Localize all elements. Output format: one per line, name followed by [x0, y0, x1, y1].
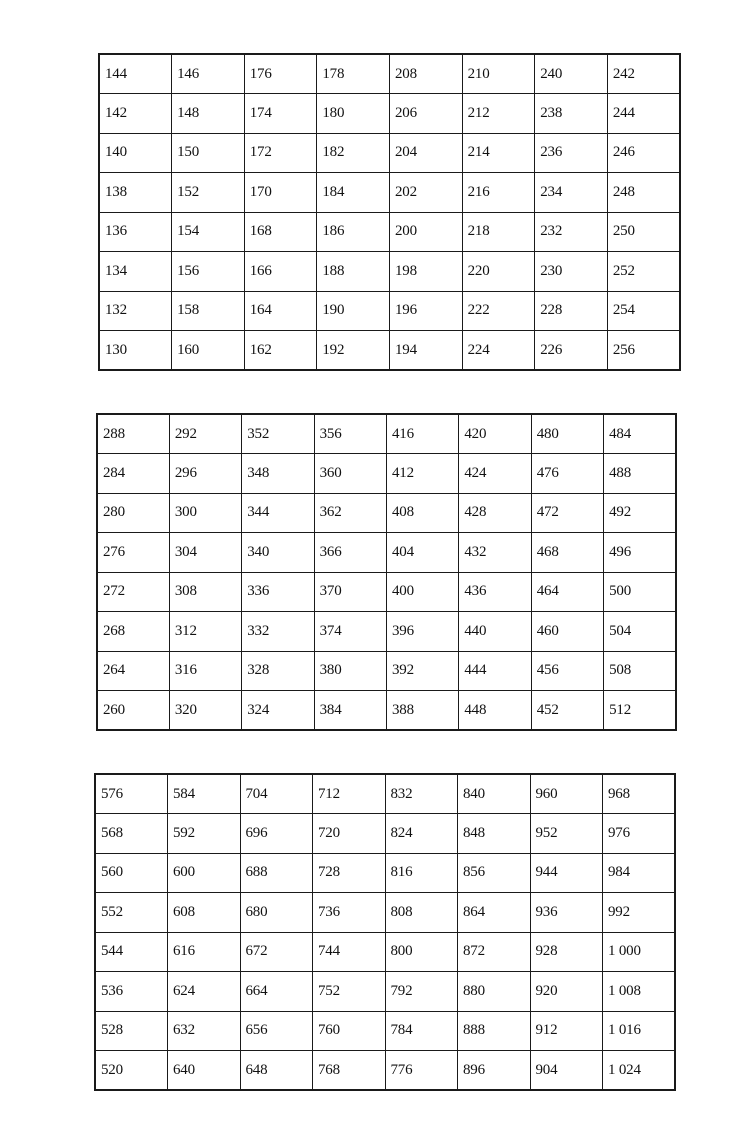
table-row: [97, 533, 676, 573]
table-cell: 600: [168, 853, 241, 893]
table-cell: 362: [314, 493, 386, 533]
table-cell: 896: [458, 1051, 531, 1091]
table-cell: 146: [172, 54, 245, 94]
table-cell: 444: [459, 651, 531, 691]
table-cell: 366: [314, 533, 386, 573]
table-cell: 252: [607, 252, 680, 292]
table-cell: 472: [531, 493, 603, 533]
table-cell: 200: [390, 212, 463, 252]
table-cell: 760: [313, 1011, 386, 1051]
table-cell: 880: [458, 972, 531, 1012]
table-cell: 388: [387, 691, 459, 731]
table-cell: 616: [168, 932, 241, 972]
table-cell: 328: [242, 651, 314, 691]
table-cell: 864: [458, 893, 531, 933]
table-row: [97, 414, 676, 454]
table-cell: 484: [604, 414, 676, 454]
table-cell: 560: [95, 853, 168, 893]
table-cell: 150: [172, 133, 245, 173]
table-cell: 428: [459, 493, 531, 533]
table-cell: 680: [240, 893, 313, 933]
table-cell: 712: [313, 774, 386, 814]
table-cell: 800: [385, 932, 458, 972]
table-cell: 436: [459, 572, 531, 612]
table-cell: 224: [462, 331, 535, 371]
table-row: [97, 493, 676, 533]
table-cell: 268: [97, 612, 169, 652]
table-cell: 492: [604, 493, 676, 533]
table-cell: 218: [462, 212, 535, 252]
table-cell: 202: [390, 173, 463, 213]
table-cell: 226: [535, 331, 608, 371]
table-cell: 214: [462, 133, 535, 173]
table-row: [99, 212, 680, 252]
table-cell: 288: [97, 414, 169, 454]
table-cell: 468: [531, 533, 603, 573]
table-cell: 504: [604, 612, 676, 652]
table-cell: 508: [604, 651, 676, 691]
table-cell: 238: [535, 94, 608, 134]
table-cell: 182: [317, 133, 390, 173]
table-cell: 280: [97, 493, 169, 533]
table-cell: 856: [458, 853, 531, 893]
table-cell: 206: [390, 94, 463, 134]
table-cell: 792: [385, 972, 458, 1012]
table-cell: 132: [99, 291, 172, 331]
table-cell: 134: [99, 252, 172, 292]
table-cell: 370: [314, 572, 386, 612]
table-cell: 1 008: [603, 972, 676, 1012]
table-cell: 416: [387, 414, 459, 454]
table-cell: 172: [244, 133, 317, 173]
table-cell: 170: [244, 173, 317, 213]
table-row: [95, 814, 675, 854]
table-row: [97, 454, 676, 494]
table-cell: 952: [530, 814, 603, 854]
table-cell: 174: [244, 94, 317, 134]
table-cell: 904: [530, 1051, 603, 1091]
table-cell: 380: [314, 651, 386, 691]
table-cell: 544: [95, 932, 168, 972]
number-table-3: [94, 773, 676, 1091]
table-row: [97, 612, 676, 652]
number-table-2: [96, 413, 677, 731]
table-cell: 156: [172, 252, 245, 292]
table-cell: 180: [317, 94, 390, 134]
table-cell: 254: [607, 291, 680, 331]
table-cell: 728: [313, 853, 386, 893]
table-cell: 568: [95, 814, 168, 854]
table-cell: 176: [244, 54, 317, 94]
table-cell: 944: [530, 853, 603, 893]
table-cell: 192: [317, 331, 390, 371]
table-cell: 412: [387, 454, 459, 494]
table-cell: 276: [97, 533, 169, 573]
table-cell: 1 000: [603, 932, 676, 972]
table-cell: 164: [244, 291, 317, 331]
table-row: [97, 691, 676, 731]
table-cell: 304: [169, 533, 241, 573]
table-cell: 420: [459, 414, 531, 454]
table-cell: 186: [317, 212, 390, 252]
table-cell: 260: [97, 691, 169, 731]
table-cell: 194: [390, 331, 463, 371]
table-cell: 832: [385, 774, 458, 814]
table-cell: 912: [530, 1011, 603, 1051]
table-cell: 272: [97, 572, 169, 612]
table-cell: 348: [242, 454, 314, 494]
table-cell: 992: [603, 893, 676, 933]
table-cell: 336: [242, 572, 314, 612]
table-cell: 840: [458, 774, 531, 814]
table-cell: 216: [462, 173, 535, 213]
table-cell: 316: [169, 651, 241, 691]
table-row: [95, 893, 675, 933]
table-cell: 752: [313, 972, 386, 1012]
table-row: [99, 54, 680, 94]
table-row: [99, 291, 680, 331]
table-cell: 228: [535, 291, 608, 331]
table-cell: 374: [314, 612, 386, 652]
table-cell: 768: [313, 1051, 386, 1091]
table-row: [95, 932, 675, 972]
table-row: [95, 1051, 675, 1091]
table-cell: 184: [317, 173, 390, 213]
table-cell: 130: [99, 331, 172, 371]
table-row: [95, 774, 675, 814]
table-cell: 632: [168, 1011, 241, 1051]
table-cell: 1 016: [603, 1011, 676, 1051]
table-cell: 142: [99, 94, 172, 134]
table-cell: 776: [385, 1051, 458, 1091]
table-cell: 242: [607, 54, 680, 94]
table-cell: 640: [168, 1051, 241, 1091]
table-cell: 512: [604, 691, 676, 731]
table-cell: 352: [242, 414, 314, 454]
table-cell: 704: [240, 774, 313, 814]
table-cell: 648: [240, 1051, 313, 1091]
table-cell: 234: [535, 173, 608, 213]
table-cell: 240: [535, 54, 608, 94]
table-cell: 188: [317, 252, 390, 292]
table-cell: 584: [168, 774, 241, 814]
table-cell: 460: [531, 612, 603, 652]
table-cell: 222: [462, 291, 535, 331]
table-cell: 384: [314, 691, 386, 731]
table-cell: 154: [172, 212, 245, 252]
table-cell: 488: [604, 454, 676, 494]
table-cell: 744: [313, 932, 386, 972]
table-cell: 144: [99, 54, 172, 94]
table-cell: 312: [169, 612, 241, 652]
table-cell: 308: [169, 572, 241, 612]
table-cell: 500: [604, 572, 676, 612]
table-cell: 162: [244, 331, 317, 371]
table-cell: 480: [531, 414, 603, 454]
table-cell: 210: [462, 54, 535, 94]
table-cell: 208: [390, 54, 463, 94]
table-cell: 396: [387, 612, 459, 652]
table-cell: 672: [240, 932, 313, 972]
table-cell: 976: [603, 814, 676, 854]
table-cell: 440: [459, 612, 531, 652]
table-cell: 920: [530, 972, 603, 1012]
table-cell: 148: [172, 94, 245, 134]
table-cell: 284: [97, 454, 169, 494]
table-cell: 888: [458, 1011, 531, 1051]
table-cell: 656: [240, 1011, 313, 1051]
table-cell: 984: [603, 853, 676, 893]
table-cell: 664: [240, 972, 313, 1012]
table-row: [99, 133, 680, 173]
table-cell: 236: [535, 133, 608, 173]
table-cell: 168: [244, 212, 317, 252]
table-cell: 808: [385, 893, 458, 933]
table-cell: 872: [458, 932, 531, 972]
table-cell: 576: [95, 774, 168, 814]
table-cell: 232: [535, 212, 608, 252]
table-cell: 736: [313, 893, 386, 933]
table-cell: 392: [387, 651, 459, 691]
table-cell: 424: [459, 454, 531, 494]
table-row: [99, 331, 680, 371]
table-cell: 400: [387, 572, 459, 612]
table-cell: 160: [172, 331, 245, 371]
table-row: [99, 94, 680, 134]
table-cell: 166: [244, 252, 317, 292]
table-cell: 404: [387, 533, 459, 573]
table-cell: 520: [95, 1051, 168, 1091]
table-cell: 140: [99, 133, 172, 173]
table-cell: 688: [240, 853, 313, 893]
table-cell: 464: [531, 572, 603, 612]
table-cell: 608: [168, 893, 241, 933]
table-cell: 696: [240, 814, 313, 854]
table-cell: 936: [530, 893, 603, 933]
table-cell: 536: [95, 972, 168, 1012]
table-cell: 300: [169, 493, 241, 533]
table-cell: 432: [459, 533, 531, 573]
number-table-1: [98, 53, 681, 371]
table-cell: 220: [462, 252, 535, 292]
table-cell: 824: [385, 814, 458, 854]
table-cell: 496: [604, 533, 676, 573]
table-cell: 344: [242, 493, 314, 533]
table-cell: 1 024: [603, 1051, 676, 1091]
table-cell: 190: [317, 291, 390, 331]
table-cell: 250: [607, 212, 680, 252]
table-cell: 720: [313, 814, 386, 854]
table-cell: 204: [390, 133, 463, 173]
table-cell: 960: [530, 774, 603, 814]
table-cell: 784: [385, 1011, 458, 1051]
table-cell: 246: [607, 133, 680, 173]
table-cell: 248: [607, 173, 680, 213]
table-cell: 528: [95, 1011, 168, 1051]
table-cell: 320: [169, 691, 241, 731]
table-cell: 196: [390, 291, 463, 331]
table-cell: 448: [459, 691, 531, 731]
table-cell: 456: [531, 651, 603, 691]
table-cell: 324: [242, 691, 314, 731]
table-row: [95, 853, 675, 893]
table-cell: 592: [168, 814, 241, 854]
table-cell: 212: [462, 94, 535, 134]
table-cell: 264: [97, 651, 169, 691]
table-cell: 138: [99, 173, 172, 213]
table-cell: 340: [242, 533, 314, 573]
table-cell: 136: [99, 212, 172, 252]
table-cell: 928: [530, 932, 603, 972]
table-cell: 476: [531, 454, 603, 494]
table-cell: 968: [603, 774, 676, 814]
table-cell: 244: [607, 94, 680, 134]
table-row: [99, 252, 680, 292]
table-row: [95, 1011, 675, 1051]
table-cell: 256: [607, 331, 680, 371]
table-cell: 356: [314, 414, 386, 454]
table-cell: 292: [169, 414, 241, 454]
table-cell: 158: [172, 291, 245, 331]
table-row: [99, 173, 680, 213]
table-cell: 848: [458, 814, 531, 854]
table-cell: 360: [314, 454, 386, 494]
table-cell: 152: [172, 173, 245, 213]
table-row: [97, 572, 676, 612]
table-cell: 198: [390, 252, 463, 292]
table-cell: 332: [242, 612, 314, 652]
table-row: [97, 651, 676, 691]
table-cell: 230: [535, 252, 608, 292]
table-row: [95, 972, 675, 1012]
table-cell: 624: [168, 972, 241, 1012]
table-cell: 178: [317, 54, 390, 94]
table-cell: 452: [531, 691, 603, 731]
table-cell: 816: [385, 853, 458, 893]
table-cell: 552: [95, 893, 168, 933]
table-cell: 408: [387, 493, 459, 533]
table-cell: 296: [169, 454, 241, 494]
